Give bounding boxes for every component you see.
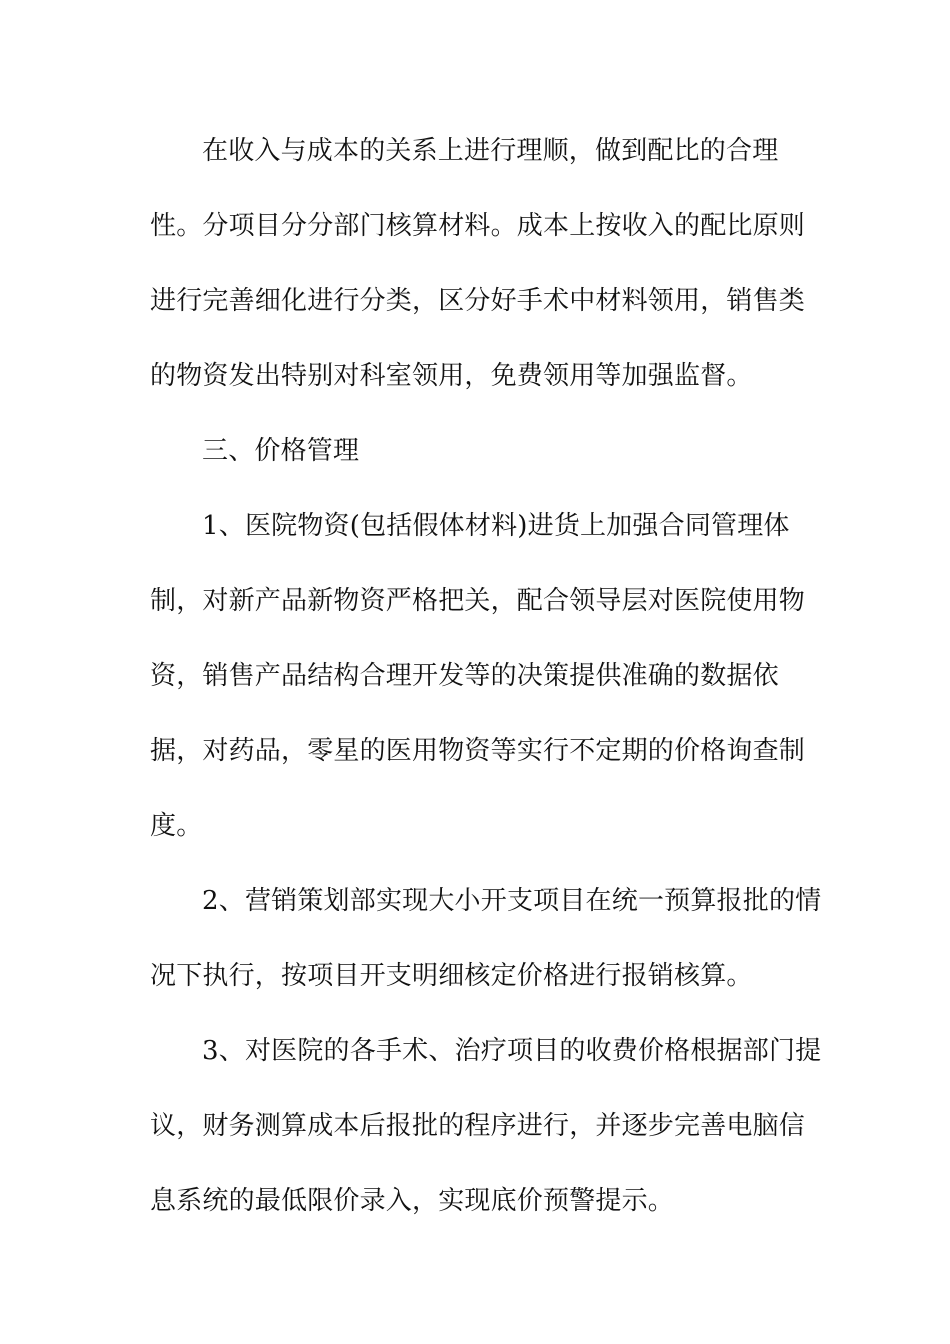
paragraph-line: 度。 — [150, 811, 203, 841]
paragraph-line: 性。分项目分分部门核算材料。成本上按收入的配比原则 — [150, 211, 806, 241]
paragraph-line: 息系统的最低限价录入，实现底价预警提示。 — [150, 1186, 675, 1216]
paragraph-line: 2、营销策划部实现大小开支项目在统一预算报批的情 — [202, 886, 822, 916]
paragraph-line: 3、对医院的各手术、治疗项目的收费价格根据部门提 — [202, 1036, 822, 1066]
paragraph-line: 在收入与成本的关系上进行理顺，做到配比的合理 — [202, 136, 779, 166]
paragraph-line: 的物资发出特别对科室领用，免费领用等加强监督。 — [150, 361, 753, 391]
paragraph-line: 议，财务测算成本后报批的程序进行，并逐步完善电脑信 — [150, 1111, 806, 1141]
paragraph-line: 资，销售产品结构合理开发等的决策提供准确的数据依 — [150, 661, 779, 691]
paragraph-line: 况下执行，按项目开支明细核定价格进行报销核算。 — [150, 961, 753, 991]
section-heading: 三、价格管理 — [202, 436, 360, 466]
paragraph-line: 1、医院物资(包括假体材料)进货上加强合同管理体 — [202, 511, 790, 541]
paragraph-line: 据，对药品，零星的医用物资等实行不定期的价格询查制 — [150, 736, 806, 766]
paragraph-line: 进行完善细化进行分类，区分好手术中材料领用，销售类 — [150, 286, 806, 316]
paragraph-line: 制，对新产品新物资严格把关，配合领导层对医院使用物 — [150, 586, 806, 616]
